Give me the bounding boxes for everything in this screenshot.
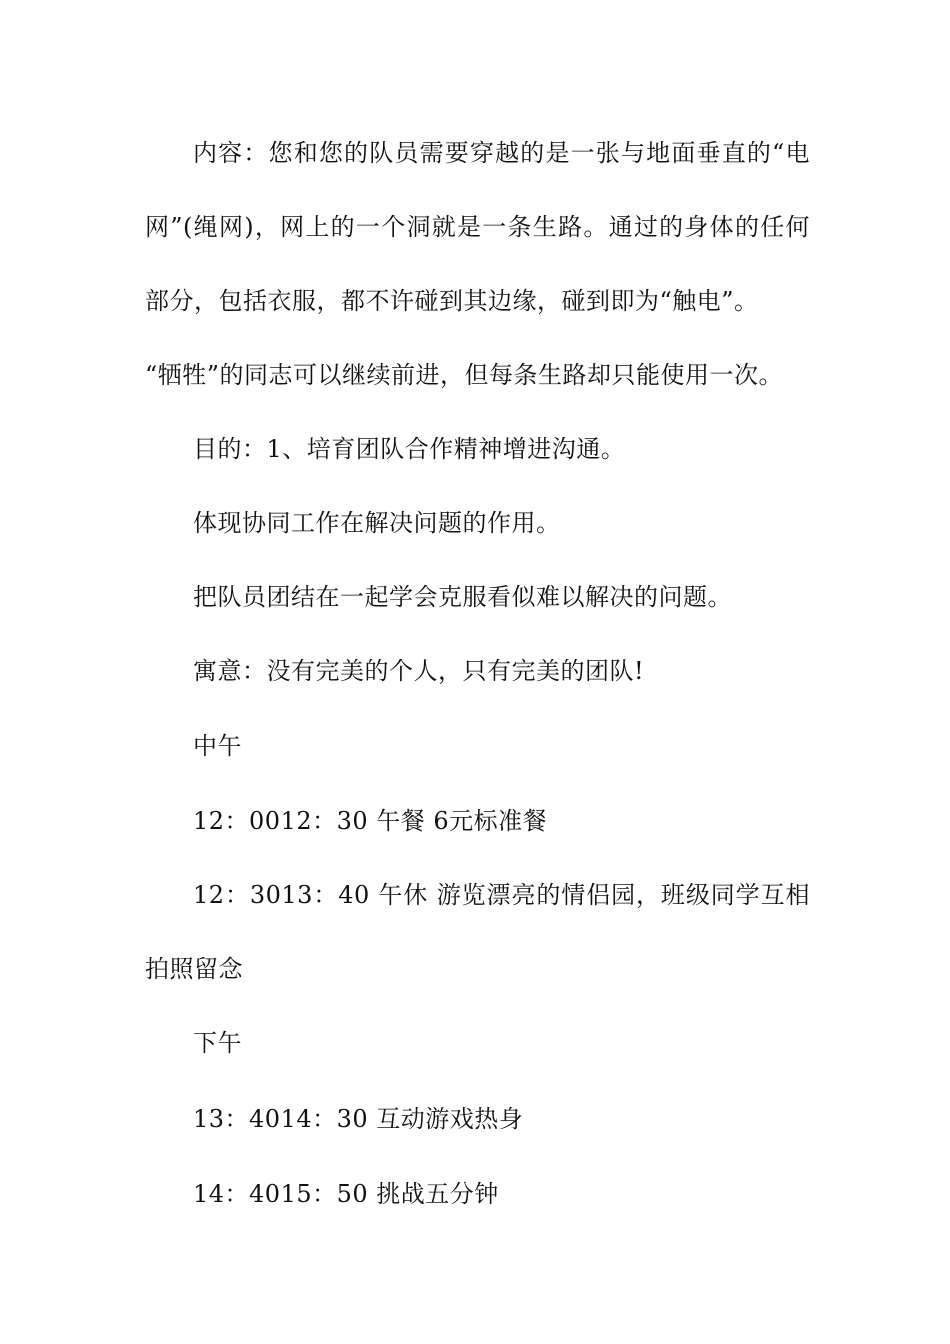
- paragraph-unity: 把队员团结在一起学会克服看似难以解决的问题。: [193, 583, 732, 611]
- paragraph-purpose: 目的：1、培育团队合作精神增进沟通。: [193, 435, 626, 463]
- schedule-warmup: 13：4014：30 互动游戏热身: [193, 1105, 524, 1133]
- paragraph-content-rules: 内容：您和您的队员需要穿越的是一张与地面垂直的“电网”(绳网)，网上的一个洞就是一条生路。通过的身体的任何部分，包括衣服，都不许碰到其边缘，碰到即为“触电”。: [145, 139, 810, 315]
- schedule-rest: 12：3013：40 午休 游览漂亮的情侣园，班级同学互相拍照留念: [145, 881, 810, 983]
- schedule-challenge: 14：4015：50 挑战五分钟: [193, 1180, 499, 1208]
- paragraph-sacrifice-note: “牺牲”的同志可以继续前进，但每条生路却只能使用一次。: [145, 361, 784, 389]
- section-noon: 中午: [193, 732, 242, 760]
- paragraph-meaning: 寓意：没有完美的个人，只有完美的团队!: [193, 657, 645, 685]
- paragraph-teamwork: 体现协同工作在解决问题的作用。: [193, 509, 561, 537]
- section-afternoon: 下午: [193, 1029, 242, 1057]
- schedule-lunch: 12：0012：30 午餐 6元标准餐: [193, 807, 548, 835]
